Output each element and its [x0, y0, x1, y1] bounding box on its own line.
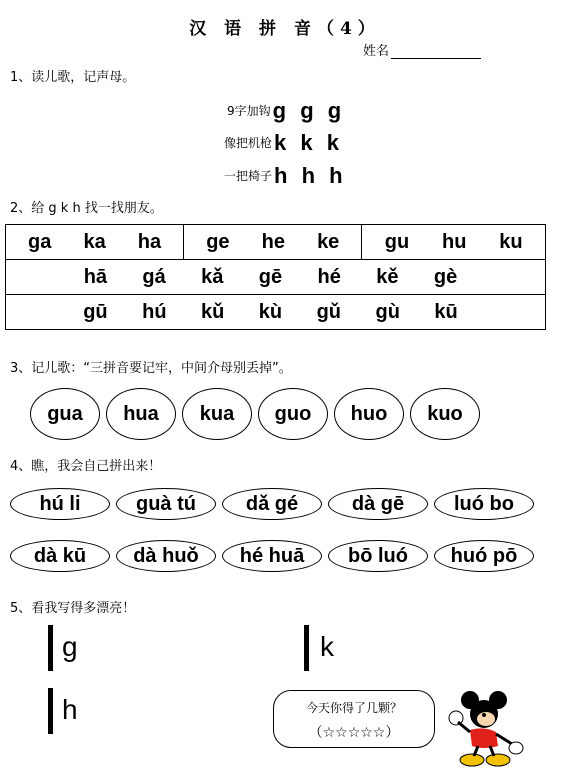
word-oval: dà kū: [10, 540, 110, 572]
word-oval: guà tú: [116, 488, 216, 520]
syllable: he: [261, 230, 285, 253]
word-oval: dǎ gé: [222, 488, 322, 520]
syllable: kù: [258, 300, 283, 323]
section-3-heading: 3、记儿歌：“三拼音要记牢，中间介母别丢掉”。: [10, 361, 292, 376]
rhyme-letters: g g g: [272, 98, 346, 123]
rhyme-letters: h h h: [274, 163, 347, 188]
syllable: ga: [28, 230, 52, 253]
syllable: kū: [434, 300, 458, 323]
pinyin-table: [5, 224, 546, 330]
rhyme-line-2: [224, 130, 343, 156]
syllable: hā: [83, 265, 108, 288]
syllable: hú: [142, 300, 167, 323]
bubble-question: 今天你得了几颗？: [305, 701, 402, 715]
syllable: gǔ: [316, 300, 342, 323]
syllable-oval: kua: [182, 388, 252, 440]
syllable-oval: gua: [30, 388, 100, 440]
rhyme-line-1: [227, 98, 345, 124]
writing-letter: h: [62, 694, 78, 725]
word-oval-row-2: [10, 540, 534, 572]
syllable-oval: guo: [258, 388, 328, 440]
writing-letter: g: [62, 631, 78, 662]
syllable: gè: [433, 265, 458, 288]
word-oval: huó pō: [434, 540, 534, 572]
syllable: ke: [317, 230, 340, 253]
star-rating: （☆☆☆☆☆）: [308, 725, 400, 741]
syllable: kě: [376, 265, 399, 288]
speech-bubble: [273, 690, 435, 748]
mickey-mouse-icon: [440, 688, 530, 768]
word-oval: luó bo: [434, 488, 534, 520]
page-title: 汉 语 拼 音（4）: [189, 19, 381, 39]
name-blank[interactable]: [391, 46, 481, 59]
syllable: ka: [83, 230, 106, 253]
section-4-heading: 4、瞧，我会自己拼出来！: [10, 459, 162, 474]
syllable: ku: [499, 230, 523, 253]
rhyme-letters: k k k: [274, 130, 343, 155]
syllable: gē: [258, 265, 283, 288]
name-label: 姓名: [363, 44, 390, 59]
syllable-oval: kuo: [410, 388, 480, 440]
syllable: kǎ: [201, 265, 224, 288]
word-oval: hé huā: [222, 540, 322, 572]
grid-lines: [304, 625, 309, 671]
rhyme-text: 一把椅子: [224, 169, 273, 183]
syllable: kǔ: [201, 300, 225, 323]
syllable: hé: [317, 265, 341, 288]
syllable: ha: [137, 230, 162, 253]
word-oval: dà huǒ: [116, 540, 216, 572]
syllable: hu: [442, 230, 467, 253]
section-2-heading: 2、给 g k h 找一找朋友。: [10, 201, 163, 216]
word-oval: hú li: [10, 488, 110, 520]
syllable: gū: [83, 300, 108, 323]
triple-syllable-list: [30, 388, 480, 440]
syllable: ge: [206, 230, 230, 253]
grid-lines: [48, 688, 53, 734]
syllable: gu: [384, 230, 410, 253]
section-5-heading: 5、看我写得多漂亮！: [10, 601, 136, 616]
syllable-oval: huo: [334, 388, 404, 440]
rhyme-text: 像把机枪: [224, 136, 273, 150]
writing-letter: k: [320, 631, 334, 662]
word-oval: bō luó: [328, 540, 428, 572]
section-1-heading: 1、读儿歌，记声母。: [10, 70, 136, 85]
syllable: gù: [375, 300, 400, 323]
word-oval-row-1: [10, 488, 534, 520]
syllable: gá: [142, 265, 166, 288]
word-oval: dà gē: [328, 488, 428, 520]
rhyme-line-3: [224, 163, 347, 189]
rhyme-text: 9字加钩: [227, 104, 271, 118]
syllable-oval: hua: [106, 388, 176, 440]
grid-lines: [48, 625, 53, 671]
name-field: [363, 40, 481, 59]
